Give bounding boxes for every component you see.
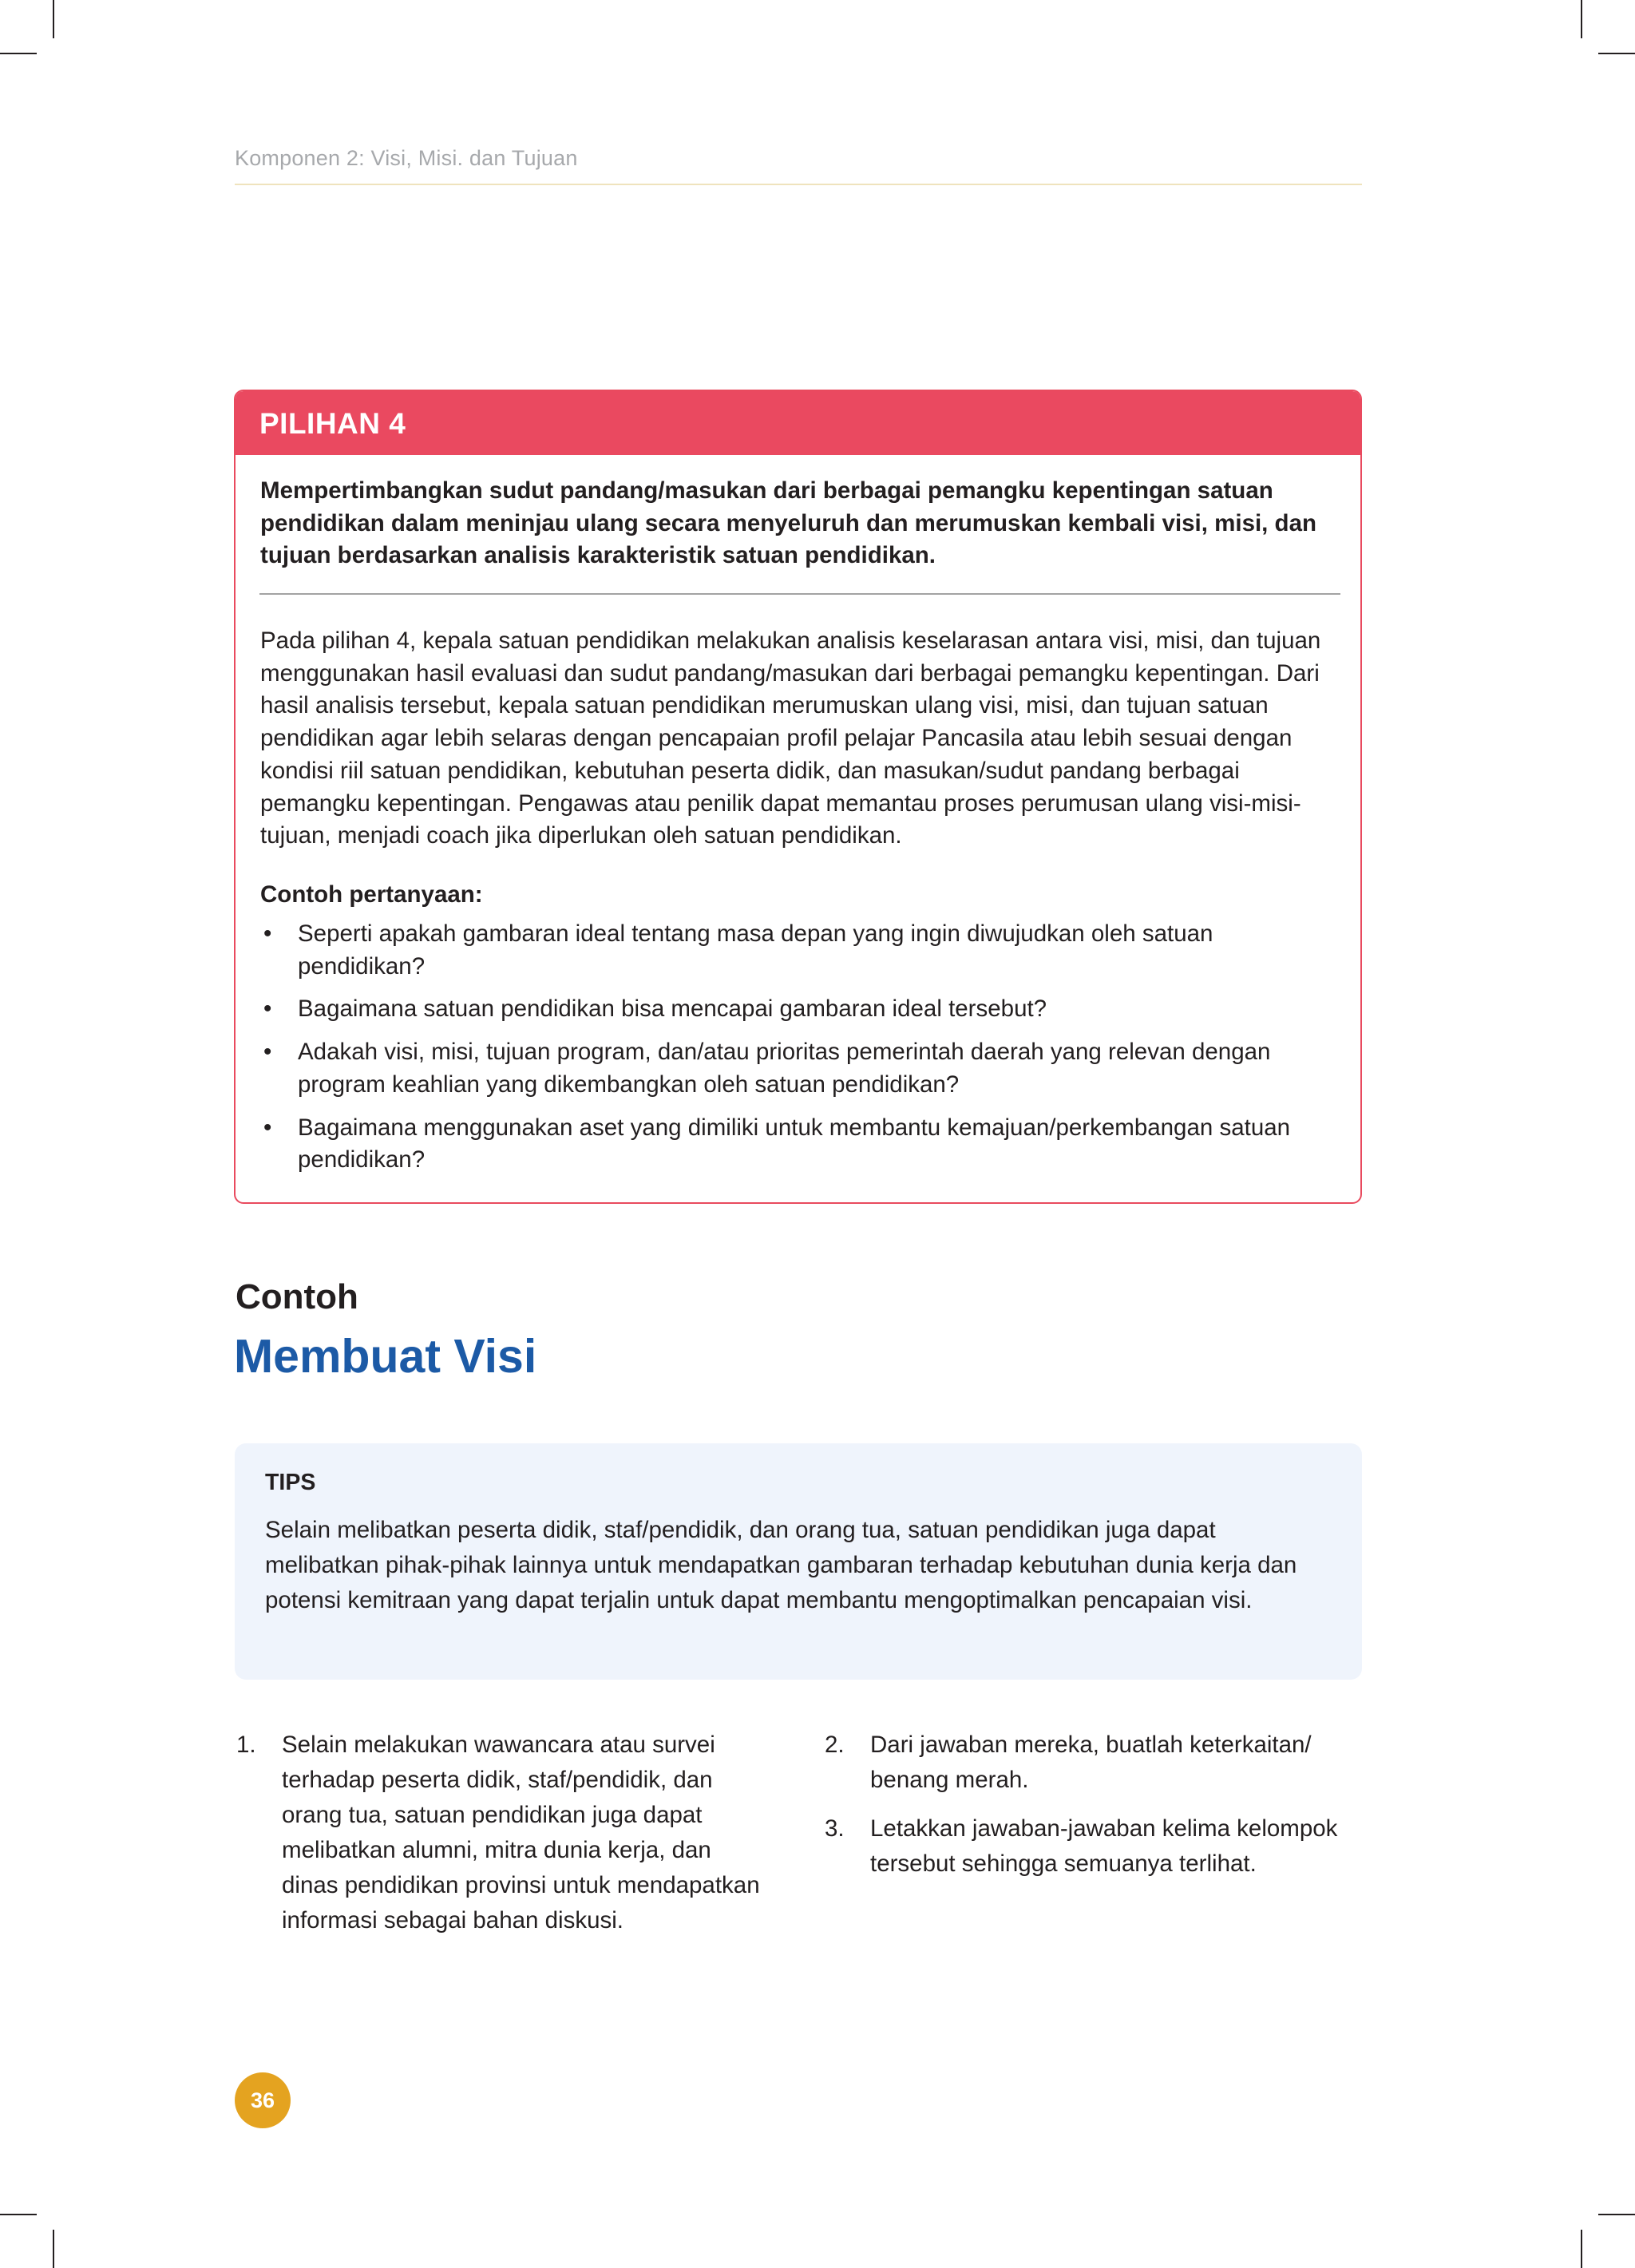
step-item <box>823 1728 1366 1798</box>
header-rule <box>235 184 1362 185</box>
section-kicker: Contoh <box>236 1277 358 1316</box>
bullet-icon: • <box>263 995 272 1023</box>
page-number-badge: 36 <box>235 2072 291 2128</box>
question-text: Bagaimana menggunakan aset yang dimiliki untuk membantu kemajuan/perkembangan satuan pendidikan? <box>298 1114 1291 1174</box>
steps-list-right <box>823 1728 1366 1895</box>
running-head: Komponen 2: Visi, Misi. dan Tujuan <box>235 146 578 170</box>
bullet-icon: • <box>263 1114 272 1141</box>
step-text: Letakkan jawaban-jawaban kelima kelompok tersebut sehingga semuanya terlihat. <box>870 1815 1338 1877</box>
step-item <box>235 1728 762 1938</box>
crop-mark <box>1598 2214 1635 2215</box>
tips-box <box>235 1443 1362 1680</box>
option-lead: Mempertimbangkan sudut pandang/masukan dari berbagai pemangku kepentingan satuan pendidikan dalam meninjau ulang secara menyeluruh dan merumuskan kembali visi, misi, dan tujuan berdasarkan analisis karakteristik satuan pendidikan. <box>260 477 1317 568</box>
crop-mark <box>1581 0 1582 38</box>
option-paragraph: Pada pilihan 4, kepala satuan pendidikan melakukan analisis keselarasan antara visi, misi, dan tujuan menggunakan hasil evaluasi dan sudut pandang/masukan dari berbagai pemangku kepentingan. Dari hasil analisis tersebut, kepala satuan pendidikan merumuskan ulang visi, misi, dan tujuan satuan pendidikan agar lebih selaras dengan pencapaian profil pelajar Pancasila atau lebih sesuai dengan kondisi riil satuan pendidikan, kebutuhan peserta didik, dan masukan/sudut pandang berbagai pemangku kepentingan. Pengawas atau penilik dapat memantau proses perumusan ulang visi-misi-tujuan, menjadi coach jika diperlukan oleh satuan pendidikan. <box>260 627 1321 849</box>
bullet-icon: • <box>263 920 272 947</box>
questions-list <box>260 918 1330 1187</box>
bullet-icon: • <box>263 1039 272 1066</box>
crop-mark <box>53 2230 54 2268</box>
question-item <box>260 918 1330 983</box>
option-divider <box>259 593 1340 595</box>
question-item <box>260 1036 1330 1101</box>
step-number: 3. <box>825 1815 845 1842</box>
question-text: Adakah visi, misi, tujuan program, dan/atau prioritas pemerintah daerah yang relevan dengan program keahlian yang dikembangkan oleh satuan pendidikan? <box>298 1039 1271 1098</box>
crop-mark <box>0 53 37 54</box>
question-item <box>260 993 1330 1026</box>
question-text: Seperti apakah gambaran ideal tentang masa depan yang ingin diwujudkan oleh satuan pendidikan? <box>298 920 1213 980</box>
question-item <box>260 1112 1330 1177</box>
tips-text: Selain melibatkan peserta didik, staf/pendidik, dan orang tua, satuan pendidikan juga dapat melibatkan pihak-pihak lainnya untuk mendapatkan gambaran terhadap kebutuhan dunia kerja dan potensi kemitraan yang dapat terjalin untuk dapat membantu mengoptimalkan pencapaian visi. <box>265 1517 1297 1613</box>
step-item <box>823 1811 1366 1882</box>
steps-list-left <box>235 1728 762 1952</box>
option-header <box>236 391 1360 455</box>
crop-mark <box>53 0 54 38</box>
question-text: Bagaimana satuan pendidikan bisa mencapai gambaran ideal tersebut? <box>298 995 1047 1023</box>
step-text: Dari jawaban mereka, buatlah keterkaitan/ benang merah. <box>870 1732 1312 1793</box>
crop-mark <box>1598 53 1635 54</box>
section-title: Membuat Visi <box>234 1330 537 1383</box>
step-number: 2. <box>825 1732 845 1758</box>
step-number: 1. <box>236 1732 256 1758</box>
tips-title: TIPS <box>265 1470 316 1495</box>
crop-mark <box>1581 2230 1582 2268</box>
step-text: Selain melakukan wawancara atau survei terhadap peserta didik, staf/pendidik, dan orang tua, satuan pendidikan juga dapat melibatkan alumni, mitra dunia kerja, dan dinas pendidikan provinsi untuk mendapatkan informasi sebagai bahan diskusi. <box>282 1732 760 1934</box>
option-box <box>234 390 1362 1204</box>
option-title: PILIHAN 4 <box>259 407 406 440</box>
questions-heading: Contoh pertanyaan: <box>260 881 483 908</box>
crop-mark <box>0 2214 37 2215</box>
